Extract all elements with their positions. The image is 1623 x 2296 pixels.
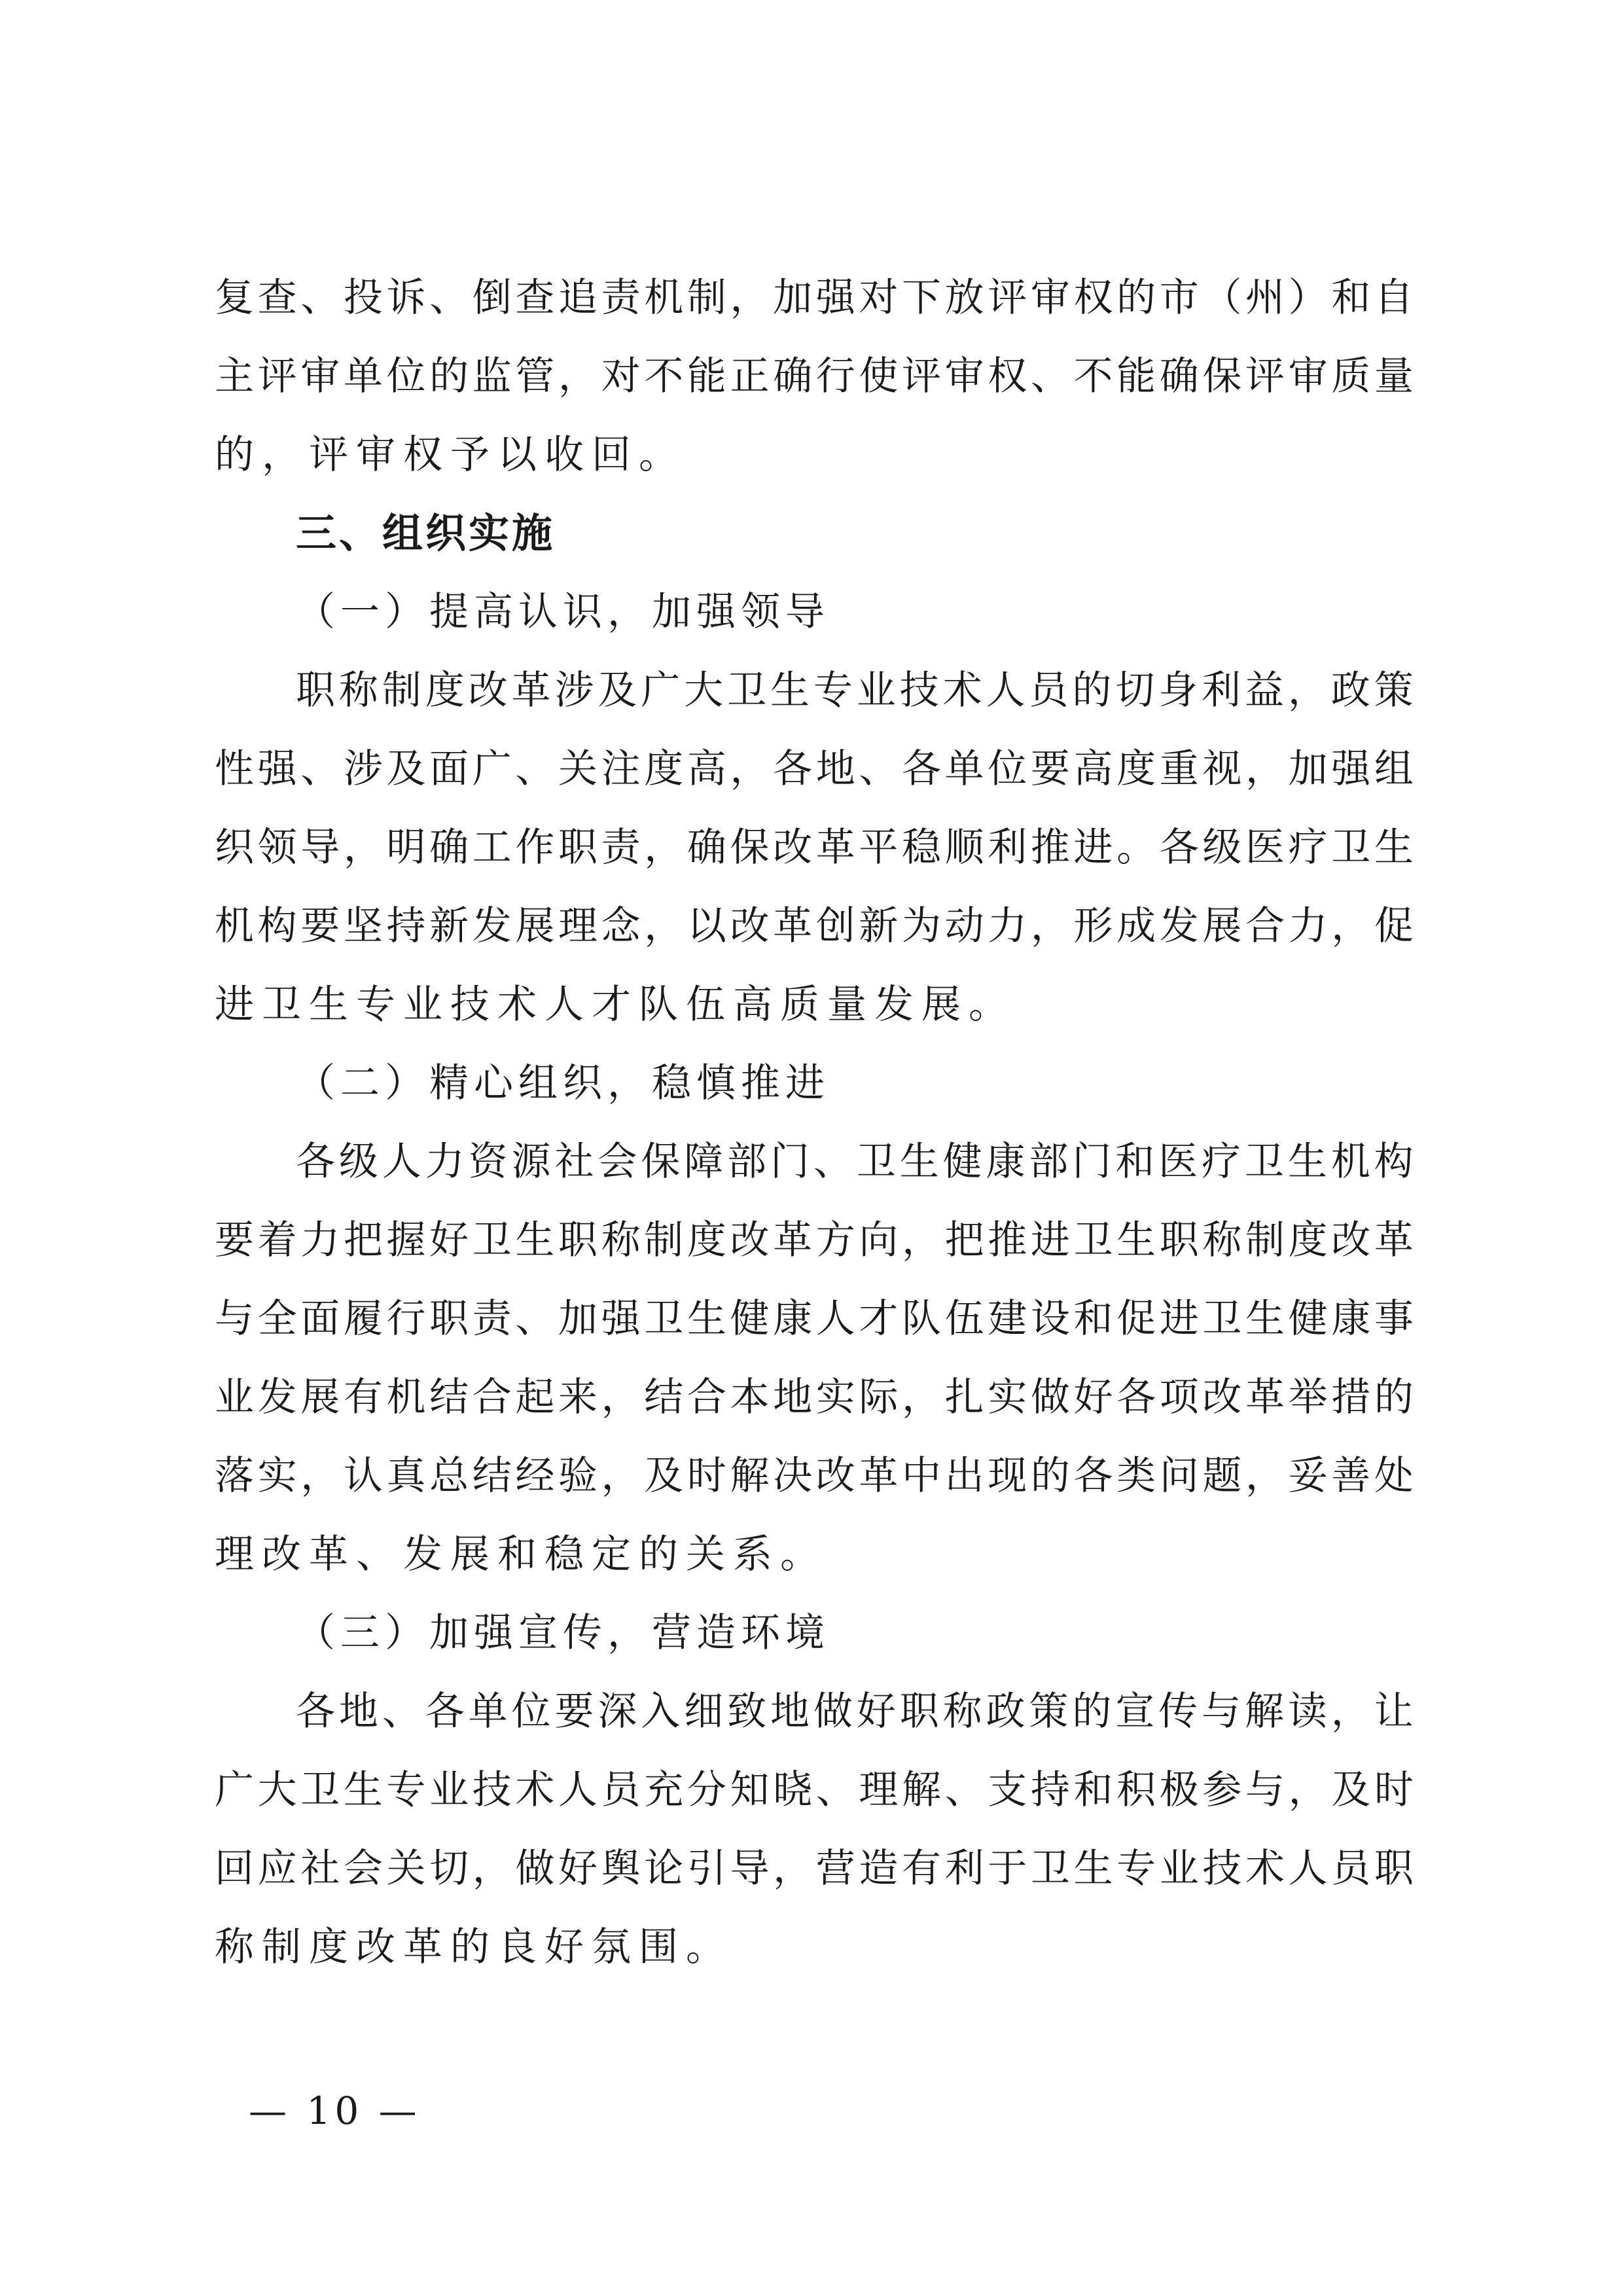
- paragraph-line: 机 构 要 坚 持 新 发 展 理 念 ， 以 改 革 创 新 为 动 力 ， 形 成 发 展 合 力 ， 促: [215, 903, 1414, 949]
- subsection-title: （二）精心组织，稳慎推进: [296, 1060, 830, 1106]
- paragraph-line: 各 地 、 各 单 位 要 深 入 细 致 地 做 好 职 称 政 策 的 宣 传 与 解 读 ， 让: [296, 1689, 1414, 1734]
- paragraph-line: 复 查 、 投 诉 、 倒 查 追 责 机 制 ， 加 强 对 下 放 评 审 权 的 市 （ 州 ） 和 自: [215, 275, 1414, 321]
- paragraph-line: 广 大 卫 生 专 业 技 术 人 员 充 分 知 晓 、 理 解 、 支 持 和 积 极 参 与 ， 及 时: [215, 1767, 1414, 1813]
- paragraph-line: 职 称 制 度 改 革 涉 及 广 大 卫 生 专 业 技 术 人 员 的 切 身 利 益 ， 政 策: [296, 668, 1414, 713]
- paragraph-line: 进卫生专业技术人才队伍高质量发展。: [215, 982, 1016, 1028]
- paragraph-line: 回 应 社 会 关 切 ， 做 好 舆 论 引 导 ， 营 造 有 利 于 卫 生 专 业 技 术 人 员 职: [215, 1846, 1414, 1892]
- paragraph-line: 性 强 、 涉 及 面 广 、 关 注 度 高 ， 各 地 、 各 单 位 要 高 度 重 视 ， 加 强 组: [215, 746, 1414, 792]
- paragraph-line: 主 评 审 单 位 的 监 管 ， 对 不 能 正 确 行 使 评 审 权 、 不 能 确 保 评 审 质 量: [215, 353, 1414, 399]
- page-number: — 10 —: [249, 2089, 421, 2133]
- paragraph-line: 与 全 面 履 行 职 责 、 加 强 卫 生 健 康 人 才 队 伍 建 设 和 促 进 卫 生 健 康 事: [215, 1296, 1414, 1342]
- paragraph-line: 织 领 导 ， 明 确 工 作 职 责 ， 确 保 改 革 平 稳 顺 利 推 进 。 各 级 医 疗 卫 生: [215, 825, 1414, 870]
- subsection-title: （一）提高认识，加强领导: [296, 589, 830, 635]
- subsection-title: （三）加强宣传，营造环境: [296, 1610, 830, 1656]
- paragraph-line: 业 发 展 有 机 结 合 起 来 ， 结 合 本 地 实 际 ， 扎 实 做 好 各 项 改 革 举 措 的: [215, 1374, 1414, 1420]
- paragraph-line: 称制度改革的良好氛围。: [215, 1924, 733, 1970]
- paragraph-line: 要 着 力 把 握 好 卫 生 职 称 制 度 改 革 方 向 ， 把 推 进 卫 生 职 称 制 度 改 革: [215, 1217, 1414, 1263]
- paragraph-line: 的，评审权予以收回。: [215, 432, 686, 478]
- paragraph-line: 落 实 ， 认 真 总 结 经 验 ， 及 时 解 决 改 革 中 出 现 的 各 类 问 题 ， 妥 善 处: [215, 1453, 1414, 1499]
- paragraph-line: 各 级 人 力 资 源 社 会 保 障 部 门 、 卫 生 健 康 部 门 和 医 疗 卫 生 机 构: [296, 1139, 1414, 1185]
- paragraph-line: 理改革、发展和稳定的关系。: [215, 1532, 827, 1577]
- section-heading: 三、组织实施: [296, 509, 556, 557]
